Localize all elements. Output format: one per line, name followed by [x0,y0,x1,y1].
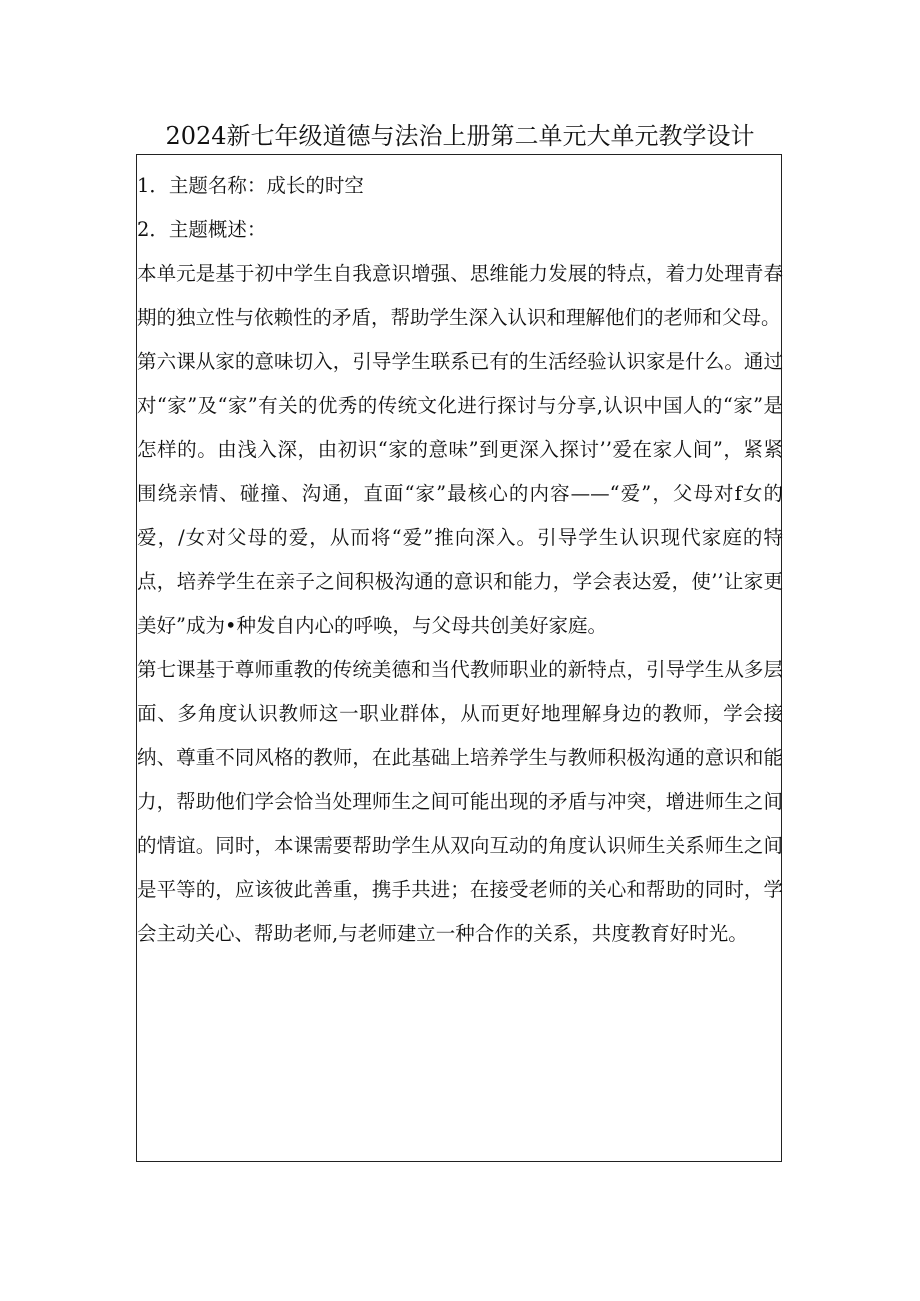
unit-overview-paragraph: 本单元是基于初中学生自我意识增强、思维能力发展的特点，着力处理青春期的独立性与依赖性的矛盾，帮助学生深入认识和理解他们的老师和父母。 [137,262,783,329]
topic-overview-heading: 2．主题概述： [137,218,267,241]
document-title: 2024新七年级道德与法治上册第二单元大单元教学设计 [165,122,755,150]
lesson-six-paragraph: 第六课从家的意味切入，引导学生联系已有的生活经验认识家是什么。通过对“家”及“家”有关的优秀的传统文化进行探讨与分享,认识中国人的“家”是怎样的。由浅入深，由初识“家的意味”到更深入探讨’’爱在家人间”，紧紧围绕亲情、碰撞、沟通，直面“家”最核心的内容——“爱”，父母对f女的爱，/女对父母的爱，从而将“爱”推向深入。引导学生认识现代家庭的特点，培养学生在亲子之间积极沟通的意识和能力，学会表达爱，使’’让家更美好”成为•种发自内心的呼唤，与父母共创美好家庭。 [137,350,783,637]
content-table-cell [137,164,783,956]
topic-name-line: 1．主题名称：成长的时空 [137,174,364,197]
lesson-seven-paragraph: 第七课基于尊师重教的传统美德和当代教师职业的新特点，引导学生从多层面、多角度认识教师这一职业群体，从而更好地理解身边的教师，学会接纳、尊重不同风格的教师，在此基础上培养学生与教师积极沟通的意识和能力，帮助他们学会恰当处理师生之间可能出现的矛盾与冲突，增进师生之间的情谊。同时，本课需要帮助学生从双向互动的角度认识师生关系师生之间是平等的，应该彼此善重，携手共进；在接受老师的关心和帮助的同时，学会主动关心、帮助老师,与老师建立一种合作的关系，共度教育好时光。 [137,658,783,945]
